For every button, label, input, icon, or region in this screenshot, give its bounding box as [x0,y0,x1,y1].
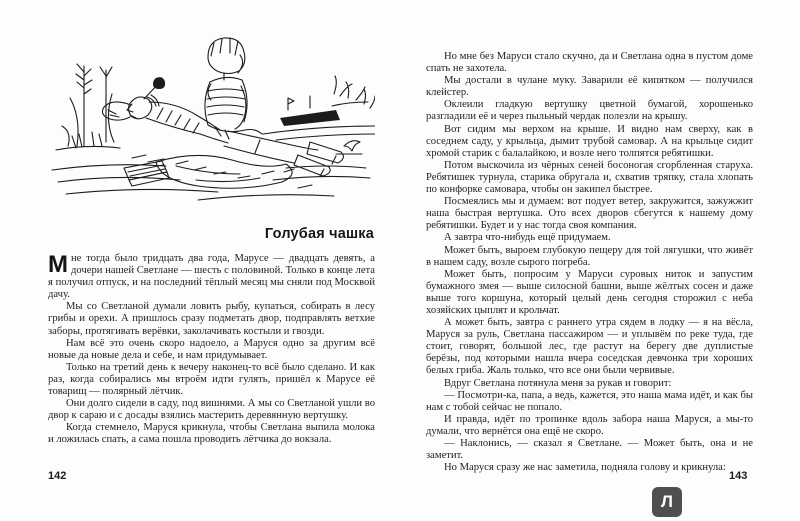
paragraph: Мы достали в чулане муку. Заварили её кипятком — получился клейстер. [426,75,753,99]
paragraph: Нам всё это очень скоро надоело, а Маруся одно за другим всё новые да новые дела и себе, и нам придумывает. [48,337,375,361]
paragraph: А может быть, завтра с раннего утра сядем в лодку — я на вёсла, Маруся за руль, Светлана пассажиром — и уплывём по реке туда, где стоит, говорят, большой лес, где растут на берегу две дуплистые берёзы, под которыми нашла вчера соседская девчонка три хороших белых гриба. Жаль только, что все они были червивые. [426,317,753,377]
drop-cap: М [48,251,68,278]
paragraph: Потом выскочила из чёрных сеней босоногая сгорбленная старуха. Ребятишек турнула, старика обругала и, схватив тряпку, стала хлопать по конфорке самовара, чтобы он закипел быстрее. [426,159,753,196]
page-right [426,51,753,474]
illustration-man-and-girl-on-grass [48,22,375,214]
left-page-text [48,253,375,447]
paragraph: Они долго сидели в саду, под вишнями. А мы со Светланой ушли во двор к сараю и с досады взялись мастерить деревянную вертушку. [48,398,375,422]
paragraph: А завтра что-нибудь ещё придумаем. [444,232,611,244]
page-number-left: 142 [48,470,67,482]
paragraph: И правда, идёт по тропинке вдоль забора наша Маруся, а мы-то думали, что вернётся она ещё не скоро. [426,413,753,437]
paragraph: — Посмотри-ка, папа, а ведь, кажется, это наша мама идёт, и как бы нам с тобой сейчас не попало. [426,389,753,413]
page-number-right: 143 [729,470,748,482]
labirint-watermark-badge [652,487,682,517]
paragraph: Но мне без Маруси стало скучно, да и Светлана одна в пустом доме спать не захотела. [426,51,753,75]
paragraph: Может быть, попросим у Маруси суровых ниток и запустим бумажного змея — выше силосной башни, выше жёлтых сосен и даже выше того коршуна, который целый день сегодня сторожил с неба хозяйских цыплят и крольчат. [426,268,753,316]
paragraph: Только на третий день к вечеру наконец-то всё было сделано. И как раз, когда собирались мы втроём идти гулять, пришёл к Марусе её товарищ — полярный лётчик. [48,361,375,398]
paragraph: Может быть, выроем глубокую пещеру для той лягушки, что живёт в нашем саду, возле сырого погреба. [426,244,753,268]
paragraph: Вдруг Светлана потянула меня за рукав и говорит: [444,377,672,389]
paragraph: Оклеили гладкую вертушку цветной бумагой, хорошенько разгладили её и через пыльный чердак полезли на крышу. [426,99,753,123]
paragraph: Вот сидим мы верхом на крыше. И видно нам сверху, как в соседнем саду, у крыльца, дымит трубой самовар. А на крыльце сидит хромой старик с балалайкою, и возле него толпятся ребятишки. [426,123,753,159]
paragraph: — Наклонись, — сказал я Светлане. — Может быть, она и не заметит. [426,438,753,462]
paragraph [48,253,375,301]
labirint-logo-letter: Л [661,492,673,511]
paragraph: Но Маруся сразу же нас заметила, подняла голову и крикнула: [444,462,726,474]
paragraph-text: не тогда было тридцать два года, Марусе — двадцать девять, а дочери нашей Светлане — шесть с половиной. Только в конце лета я получил отпуск, и на последний тёплый месяц мы сняли под Москвой дачу. [48,253,375,301]
chapter-title: Голубая чашка [264,226,374,242]
paragraph: Мы со Светланой думали ловить рыбу, купаться, собирать в лесу грибы и орехи. А пришлось сразу подметать двор, подправлять ветхие заборы, протягивать верёвки, заколачивать костыли и гвозди. [48,301,375,337]
paragraph: Посмеялись мы и думаем: вот подует ветер, закружится, зажужжит наша быстрая вертушка. Ото всех дворов сбегутся к нашему дому ребятишки. Будет и у нас тогда своя компания. [426,196,753,232]
page-left [48,22,375,447]
paragraph: Когда стемнело, Маруся крикнула, чтобы Светлана выпила молока и ложилась спать, а сама пошла проводить лётчика до вокзала. [48,422,375,446]
